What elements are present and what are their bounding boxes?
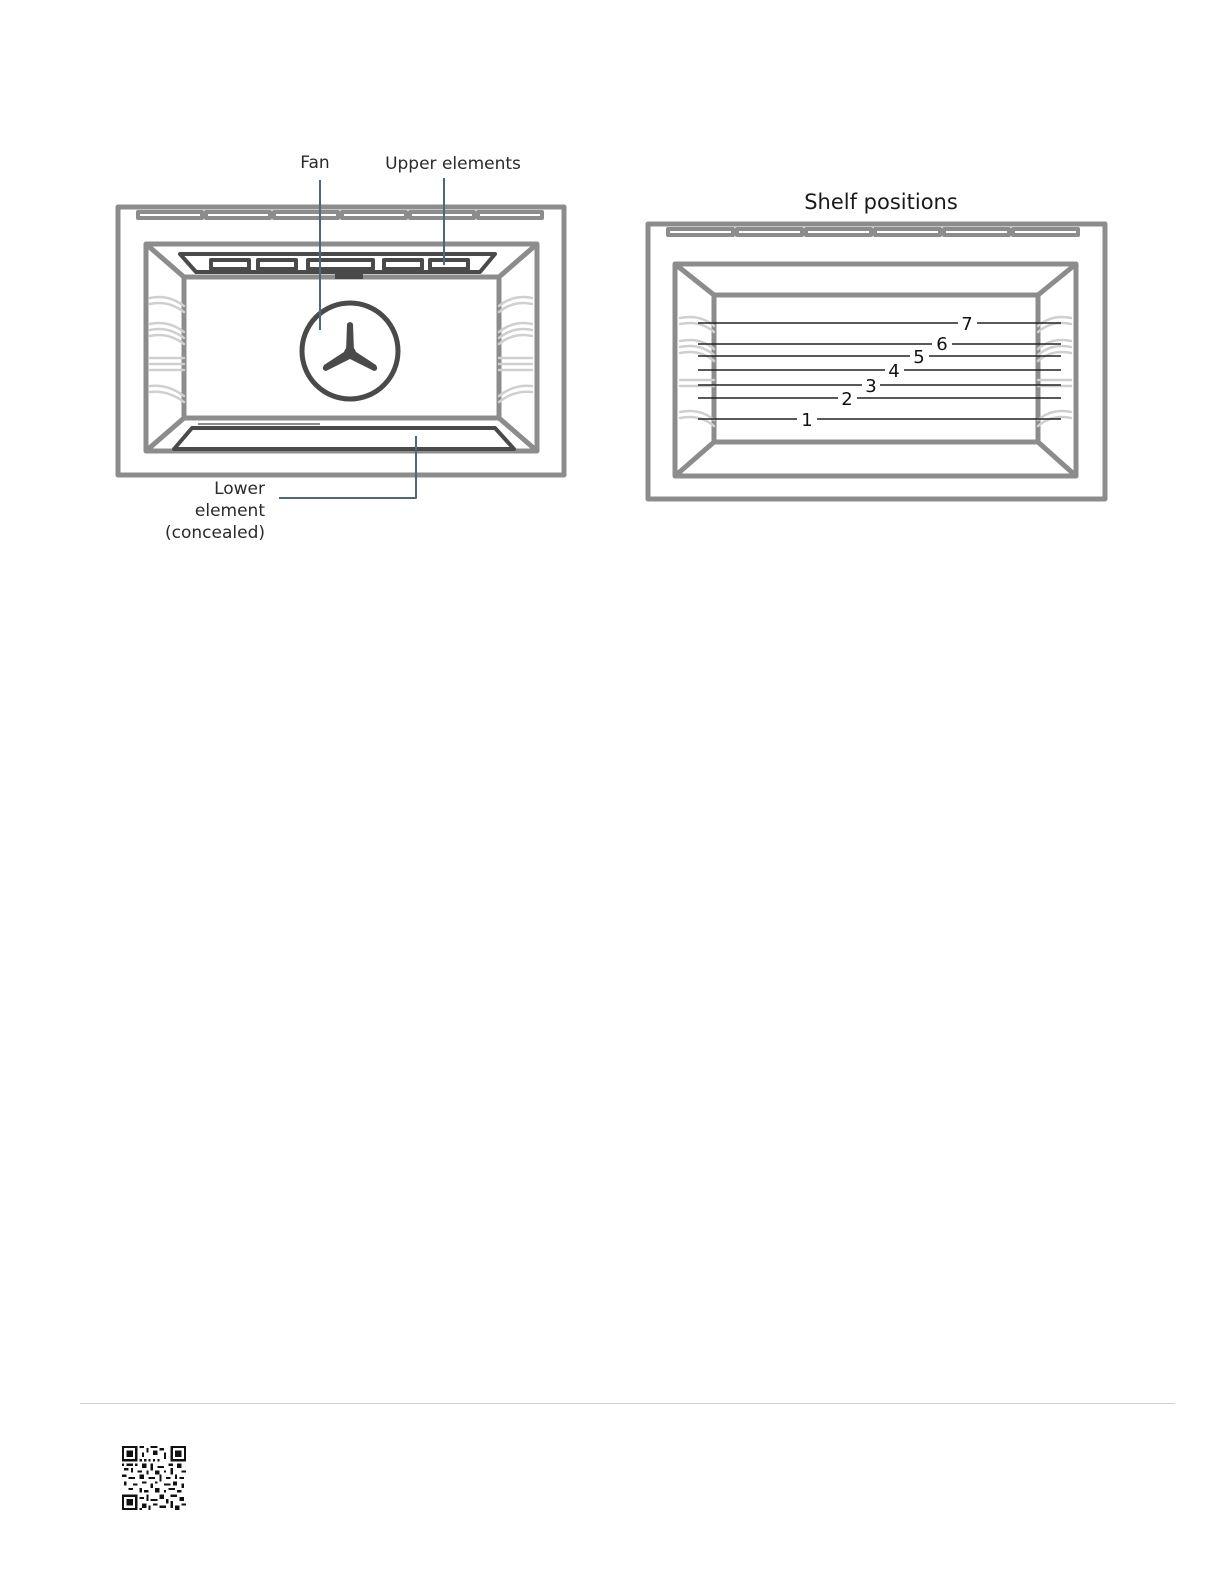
footer-divider — [80, 1403, 1175, 1404]
shelf-rails-right — [1038, 317, 1071, 426]
shelf-positions-diagram — [648, 190, 1105, 499]
side-rails-left — [150, 297, 184, 402]
shelf-number-7: 7 — [961, 314, 973, 335]
upper-heating-element — [180, 254, 495, 272]
fan-mount — [335, 272, 363, 279]
shelf-number-1: 1 — [801, 410, 813, 431]
fan-icon — [302, 303, 398, 399]
shelf-rails-left — [680, 317, 714, 426]
label-lower-element-line2: element — [194, 501, 265, 521]
qr-code-icon[interactable] — [122, 1446, 186, 1510]
shelf-number-3: 3 — [865, 376, 877, 397]
label-lower-element-line1: Lower — [214, 479, 265, 499]
top-vents — [138, 212, 542, 218]
shelf-cavity-back — [714, 295, 1038, 442]
lower-element-leader-line — [279, 436, 416, 498]
label-upper-elements: Upper elements — [385, 154, 521, 174]
shelf-top-vents — [668, 229, 1078, 235]
label-lower-element-line3: (concealed) — [165, 523, 265, 543]
shelf-number-6: 6 — [936, 334, 948, 355]
shelf-number-5: 5 — [913, 347, 925, 368]
oven-components-diagram — [118, 153, 564, 543]
shelf-positions-title: Shelf positions — [804, 190, 958, 214]
side-rails-right — [499, 297, 532, 402]
shelf-number-4: 4 — [888, 361, 900, 382]
label-fan: Fan — [300, 153, 330, 173]
shelf-number-2: 2 — [841, 389, 853, 410]
lower-heating-element — [174, 428, 514, 449]
